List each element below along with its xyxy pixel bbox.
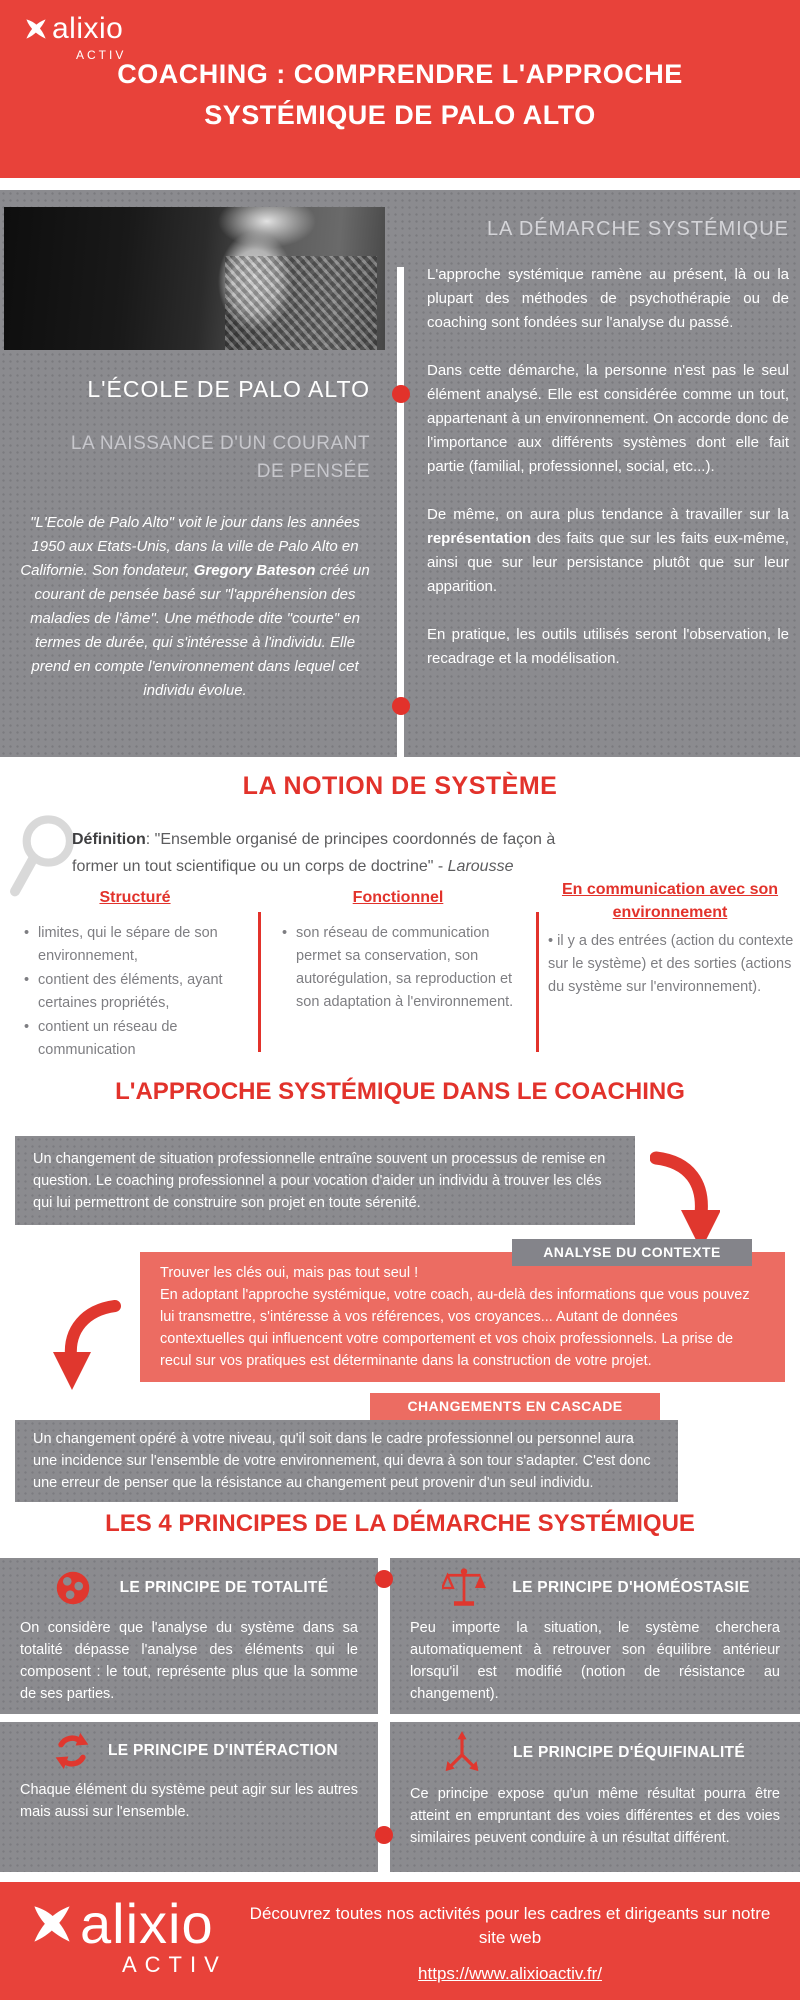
changements-cascade-box: Un changement opéré à votre niveau, qu'il soit dans le cadre professionnel ou personnel aura une incidence sur l'ensemble de votre environnement, qui devra à son tour s'adapter. C'est donc une erreur de penser que la résistance au changement peut provenir d'un seul individu. (15, 1420, 678, 1502)
hero-left-column (12, 376, 385, 703)
school-quote: "L'Ecole de Palo Alto" voit le jour dans les années 1950 aux Etats-Unis, dans la ville de Palo Alto en Californie. Son fondateur, Gregory Bateson créé un courant de pensée basé sur "l'appréhension des maladies de l'âme". Une méthode dite "courte" en termes de durée, qui s'intéresse à l'individu. Elle prend en compte l'environnement dans lequel cet individu évolue. (20, 514, 370, 699)
divider-dot (392, 697, 410, 715)
header-banner (0, 0, 800, 178)
brand-name: alixio (80, 1892, 214, 1955)
demarche-paragraph: En pratique, les outils utilisés seront l'observation, le recadrage et la modélisation. (427, 626, 789, 667)
alixio-logo-icon (30, 1902, 74, 1946)
brand-subname: ACTIV (122, 1952, 227, 1977)
changements-cascade-label: CHANGEMENTS EN CASCADE (370, 1393, 660, 1420)
molecule-icon (52, 1567, 94, 1609)
column-header-structure: Structuré (99, 889, 171, 906)
list-item: • limites, qui le sépare de son environnement, (24, 922, 242, 968)
principle-text: Peu importe la situation, le système cherchera automatiquement à retrouver son équilibre antérieur lorsqu'il est modifié (notion de résistance au changement). (410, 1620, 780, 1702)
principle-card-homeostasie (390, 1558, 800, 1714)
brand-subname: ACTIV (76, 48, 127, 62)
column-header-fonctionnel: Fonctionnel (352, 889, 444, 906)
school-title: L'ÉCOLE DE PALO ALTO (87, 376, 370, 402)
fonctionnel-bullet-list (282, 922, 520, 1015)
cycle-icon (52, 1731, 92, 1771)
demarche-paragraph: L'approche systémique ramène au présent, là ou la plupart des méthodes de psychothérapie ou de coaching sont fondées sur l'analyse du passé. (427, 266, 789, 331)
principle-card-interaction (0, 1722, 378, 1872)
structure-bullet-list (24, 922, 242, 1063)
page-title: COACHING : COMPRENDRE L'APPROCHE SYSTÉMIQUE DE PALO ALTO (117, 59, 683, 130)
notion-section-title: LA NOTION DE SYSTÈME (242, 772, 558, 800)
divider-dot (392, 385, 410, 403)
website-link[interactable]: https://www.alixioactiv.fr/ (418, 1964, 602, 1983)
scales-icon (442, 1567, 486, 1609)
footer-brand-logo (30, 1892, 227, 1978)
list-item: • contient des éléments, ayant certaines propriétés, (24, 969, 242, 1015)
principle-title: LE PRINCIPE D'HOMÉOSTASIE (512, 1579, 750, 1596)
column-header-communication: En communication avec son environnement (561, 881, 779, 921)
principle-title: LE PRINCIPE DE TOTALITÉ (119, 1579, 329, 1596)
analyse-contexte-label: ANALYSE DU CONTEXTE (512, 1239, 752, 1266)
principle-text: Ce principe expose qu'un même résultat pourra être atteint en empruntant des voies différentes et des voies similaires peuvent conduire à un résultat différent. (410, 1786, 780, 1846)
demarche-title: LA DÉMARCHE SYSTÉMIQUE (486, 218, 789, 240)
alixio-logo-icon (24, 17, 48, 41)
demarche-paragraph: De même, on aura plus tendance à travailler sur la représentation des faits que sur les faits eux-même, ainsi que sur leur persistance plutôt que sur leur apparition. (427, 506, 789, 595)
column-divider (258, 912, 261, 1052)
principle-text: Chaque élément du système peut agir sur les autres mais aussi sur l'ensemble. (20, 1782, 358, 1820)
grid-divider-dot (375, 1570, 393, 1588)
communication-bullet-list: • il y a des entrées (action du contexte sur le système) et des sorties (actions du système sur l'environnement). (548, 933, 794, 995)
footer-banner (0, 1882, 800, 2000)
principle-card-totalite (0, 1558, 378, 1714)
list-item: • son réseau de communication permet sa conservation, son autorégulation, sa reproduction et son adaptation à l'environnement. (282, 922, 520, 1014)
grid-divider-dot (375, 1826, 393, 1844)
hero-right-column (427, 218, 789, 671)
principle-title: LE PRINCIPE D'INTÉRACTION (108, 1742, 338, 1759)
system-definition: Définition: "Ensemble organisé de principes coordonnés de façon à former un tout scientifique ou un corps de doctrine" - Larousse (72, 831, 556, 875)
brand-name: alixio (52, 12, 124, 45)
branch-arrows-icon (442, 1731, 482, 1775)
school-subtitle: LA NAISSANCE D'UN COURANT DE PENSÉE (70, 433, 370, 482)
coaching-section-title: L'APPROCHE SYSTÉMIQUE DANS LE COACHING (115, 1078, 685, 1105)
hero-section (0, 190, 800, 757)
list-item: • contient un réseau de communication (24, 1016, 242, 1062)
analyse-contexte-box: Trouver les clés oui, mais pas tout seul ! En adoptant l'approche systémique, votre coach, au-delà des informations que vous pouvez lui transmettre, s'intéresse à vos références, vos croyances... Autant de données contextuelles qui influencent votre comportement et vos choix professionnels. La prise de recul sur vos pratiques est déterminante dans la construction de votre projet. (140, 1252, 785, 1382)
principle-text: On considère que l'analyse du système dans sa totalité dépasse l'analyse des éléments qui le composent : le tout, représente plus que la somme de ses parties. (20, 1620, 358, 1702)
principle-title: LE PRINCIPE D'ÉQUIFINALITÉ (513, 1744, 745, 1761)
gregory-bateson-photo (4, 207, 385, 350)
curved-arrow-down-left-icon (45, 1298, 123, 1394)
principle-card-equifinalite (390, 1722, 800, 1872)
principles-section-title: LES 4 PRINCIPES DE LA DÉMARCHE SYSTÉMIQUE (105, 1510, 695, 1537)
footer-link-wrap (235, 1964, 785, 1984)
footer-tagline: Découvrez toutes nos activités pour les cadres et dirigeants sur notre site web (249, 1904, 771, 1947)
vertical-divider (397, 267, 404, 757)
demarche-paragraph: Dans cette démarche, la personne n'est pas le seul élément analysé. Elle est considérée comme un tout, appartenant à un environnement. On accorde donc de l'importance aux différents systèmes dont elle fait partie (familial, professionnel, social, etc...). (427, 362, 789, 475)
column-divider (536, 912, 539, 1052)
coaching-intro-box: Un changement de situation professionnelle entraîne souvent un processus de remise en question. Le coaching professionnel a pour vocation d'aider un individu à trouver les clés qui lui permettront de construire son projet en toute sérenité. (15, 1136, 635, 1225)
